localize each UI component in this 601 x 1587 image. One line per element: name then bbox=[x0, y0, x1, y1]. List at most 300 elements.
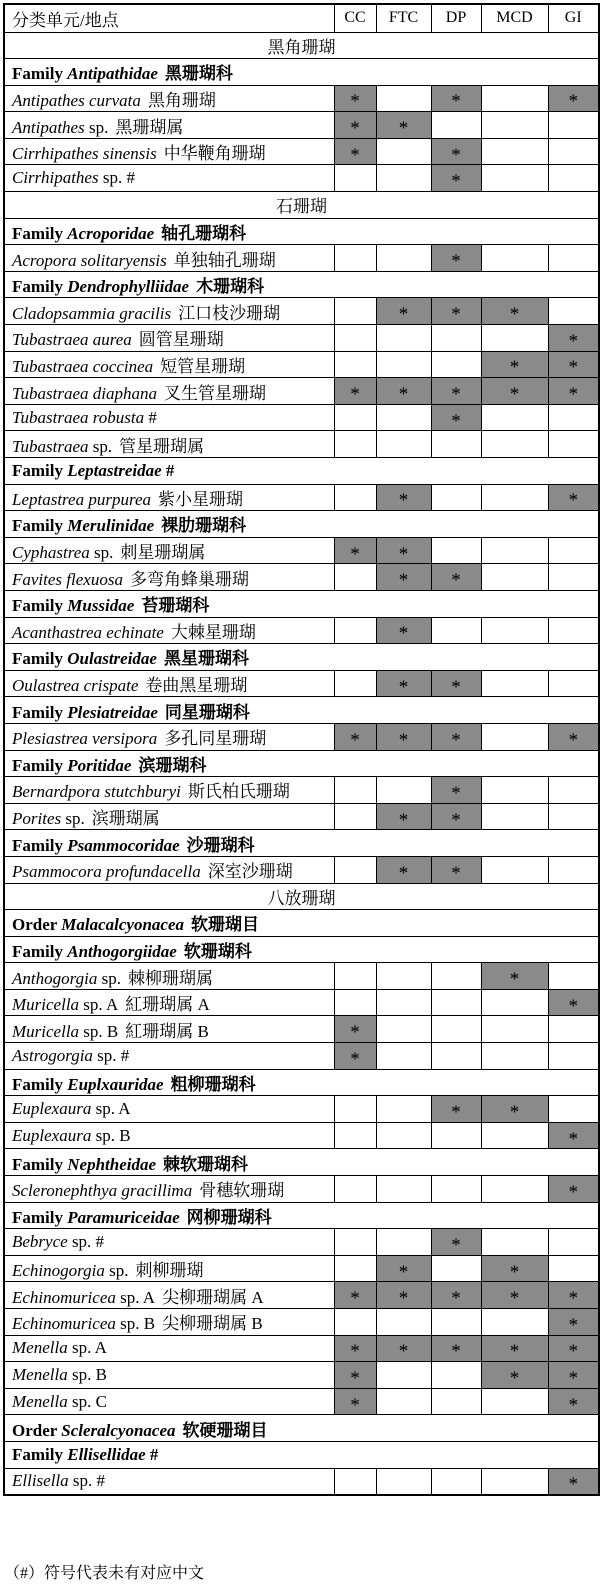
species-latin-name: Cladopsammia gracilis bbox=[12, 303, 172, 323]
occurrence-cell-ftc bbox=[376, 856, 431, 883]
occurrence-cell-cc bbox=[334, 351, 376, 378]
group-latin-name: Psammocoridae bbox=[67, 835, 180, 855]
species-plain-suffix: sp. A bbox=[120, 1287, 156, 1307]
occurrence-cell-cc bbox=[334, 1335, 376, 1362]
occurrence-cell-gi bbox=[548, 989, 599, 1016]
species-latin-name: Bebryce bbox=[12, 1232, 68, 1252]
species-name-cell bbox=[4, 1229, 334, 1256]
group-name-cell bbox=[4, 590, 599, 617]
presence-asterisk: * bbox=[398, 676, 409, 697]
occurrence-cell-dp bbox=[431, 431, 481, 458]
occurrence-cell-gi bbox=[548, 165, 599, 192]
species-name-cell bbox=[4, 1282, 334, 1309]
species-plain-suffix: sp. A bbox=[71, 1338, 107, 1358]
occurrence-cell-gi bbox=[548, 803, 599, 830]
occurrence-cell-ftc bbox=[376, 1468, 431, 1495]
occurrence-cell-mcd bbox=[481, 1362, 548, 1389]
group-name-cell bbox=[4, 1149, 599, 1176]
occurrence-cell-ftc bbox=[376, 1388, 431, 1415]
species-latin-name: Astrogorgia bbox=[12, 1045, 93, 1065]
occurrence-cell-mcd bbox=[481, 1016, 548, 1043]
occurrence-cell-cc bbox=[334, 1255, 376, 1282]
group-name-cell bbox=[4, 218, 599, 245]
occurrence-cell-cc bbox=[334, 1282, 376, 1309]
group-name-cell bbox=[4, 458, 599, 485]
species-plain-suffix: sp. A bbox=[95, 1099, 131, 1119]
species-name-cell bbox=[4, 325, 334, 352]
table-header-row bbox=[4, 4, 599, 32]
group-chinese-name: 木珊瑚科 bbox=[196, 277, 265, 297]
species-chinese-name: 单独轴孔珊瑚 bbox=[173, 250, 276, 270]
species-chinese-name: 大棘星珊瑚 bbox=[170, 622, 256, 642]
group-rank-label: Family bbox=[12, 1207, 63, 1227]
group-name-cell bbox=[4, 1069, 599, 1096]
species-latin-name: Cyphastrea bbox=[12, 543, 90, 563]
species-chinese-name: 黑珊瑚属 bbox=[115, 117, 184, 137]
occurrence-cell-dp bbox=[431, 1362, 481, 1389]
presence-asterisk: * bbox=[451, 729, 461, 751]
presence-asterisk: * bbox=[398, 118, 409, 139]
species-name-cell bbox=[4, 351, 334, 378]
species-latin-name: Leptastrea purpurea bbox=[12, 489, 151, 509]
occurrence-cell-dp bbox=[431, 1282, 481, 1309]
occurrence-cell-cc bbox=[334, 1176, 376, 1203]
species-row bbox=[4, 484, 599, 511]
species-row bbox=[4, 1362, 599, 1389]
occurrence-cell-dp bbox=[431, 138, 481, 165]
species-row bbox=[4, 723, 599, 750]
occurrence-cell-dp bbox=[431, 963, 481, 990]
species-latin-name: Antipathes curvata bbox=[12, 90, 141, 110]
occurrence-cell-dp bbox=[431, 1096, 481, 1123]
occurrence-cell-ftc bbox=[376, 670, 431, 697]
occurrence-cell-ftc bbox=[376, 1362, 431, 1389]
species-chinese-name: 紅珊瑚属 A bbox=[125, 995, 210, 1015]
occurrence-cell-gi bbox=[548, 325, 599, 352]
occurrence-cell-dp bbox=[431, 617, 481, 644]
species-chinese-name: 滨珊瑚属 bbox=[91, 809, 160, 829]
group-row bbox=[4, 910, 599, 937]
occurrence-cell-mcd bbox=[481, 431, 548, 458]
group-chinese-name: 轴孔珊瑚科 bbox=[161, 223, 247, 243]
occurrence-cell-cc bbox=[334, 564, 376, 591]
occurrence-cell-mcd bbox=[481, 1043, 548, 1070]
group-rank-label: Family bbox=[12, 835, 63, 855]
occurrence-cell-cc bbox=[334, 777, 376, 804]
group-plain-suffix: # bbox=[149, 1444, 159, 1464]
species-latin-name: Psammocora profundacella bbox=[12, 862, 201, 882]
group-row bbox=[4, 1441, 599, 1468]
occurrence-cell-dp bbox=[431, 1122, 481, 1149]
presence-asterisk: * bbox=[350, 1394, 360, 1415]
species-latin-name: Cirrhipathes bbox=[12, 168, 99, 188]
column-header-site-ftc: FTC bbox=[376, 4, 431, 32]
occurrence-cell-mcd bbox=[481, 245, 548, 272]
occurrence-cell-gi bbox=[548, 670, 599, 697]
presence-asterisk: * bbox=[398, 543, 409, 564]
presence-asterisk: * bbox=[398, 1288, 409, 1309]
occurrence-cell-gi bbox=[548, 1362, 599, 1389]
group-plain-suffix: # bbox=[165, 460, 175, 480]
species-name-cell bbox=[4, 564, 334, 591]
occurrence-cell-gi bbox=[548, 351, 599, 378]
species-chinese-name: 中华鞭角珊瑚 bbox=[163, 144, 266, 164]
group-rank-label: Family bbox=[12, 1154, 63, 1174]
occurrence-cell-ftc bbox=[376, 777, 431, 804]
occurrence-cell-cc bbox=[334, 484, 376, 511]
species-latin-name: Menella bbox=[12, 1338, 68, 1358]
presence-asterisk: * bbox=[350, 91, 360, 112]
group-rank-label: Family bbox=[12, 649, 63, 669]
group-chinese-name: 沙珊瑚科 bbox=[186, 835, 255, 855]
occurrence-cell-mcd bbox=[481, 963, 548, 990]
presence-asterisk: * bbox=[509, 1367, 520, 1389]
occurrence-cell-gi bbox=[548, 404, 599, 431]
group-latin-name: Nephtheidae bbox=[67, 1154, 157, 1174]
occurrence-cell-ftc bbox=[376, 1176, 431, 1203]
group-chinese-name: 网柳珊瑚科 bbox=[186, 1207, 272, 1227]
species-plain-suffix: sp. # bbox=[102, 168, 135, 188]
presence-asterisk: * bbox=[568, 1394, 578, 1415]
presence-asterisk: * bbox=[451, 171, 461, 192]
species-latin-name: Echinogorgia bbox=[12, 1261, 105, 1281]
species-name-cell bbox=[4, 537, 334, 564]
presence-asterisk: * bbox=[568, 357, 578, 378]
species-name-cell bbox=[4, 1176, 334, 1203]
presence-asterisk: * bbox=[568, 729, 578, 751]
presence-asterisk: * bbox=[350, 384, 360, 405]
species-latin-name: Bernardpora stutchburyi bbox=[12, 782, 181, 802]
group-rank-label: Family bbox=[12, 1074, 63, 1094]
occurrence-cell-cc bbox=[334, 1388, 376, 1415]
presence-asterisk: * bbox=[451, 676, 461, 697]
species-row bbox=[4, 989, 599, 1016]
column-header-site-gi: GI bbox=[548, 4, 599, 32]
species-latin-name: Euplexaura bbox=[12, 1099, 92, 1119]
group-rank-label: Family bbox=[12, 64, 63, 84]
species-name-cell bbox=[4, 670, 334, 697]
occurrence-cell-mcd bbox=[481, 989, 548, 1016]
species-name-cell bbox=[4, 138, 334, 165]
group-row bbox=[4, 458, 599, 485]
species-name-cell bbox=[4, 378, 334, 405]
group-row bbox=[4, 697, 599, 724]
occurrence-cell-mcd bbox=[481, 1229, 548, 1256]
occurrence-cell-ftc bbox=[376, 1016, 431, 1043]
occurrence-cell-gi bbox=[548, 1282, 599, 1309]
occurrence-cell-ftc bbox=[376, 404, 431, 431]
occurrence-cell-cc bbox=[334, 431, 376, 458]
occurrence-cell-dp bbox=[431, 1388, 481, 1415]
presence-asterisk: * bbox=[451, 1102, 461, 1123]
occurrence-cell-ftc bbox=[376, 1335, 431, 1362]
occurrence-cell-dp bbox=[431, 856, 481, 883]
presence-asterisk: * bbox=[568, 1128, 578, 1149]
group-rank-label: Family bbox=[12, 941, 63, 961]
species-row bbox=[4, 1468, 599, 1495]
presence-asterisk: * bbox=[451, 384, 461, 405]
species-latin-name: Plesiastrea versipora bbox=[12, 729, 158, 749]
occurrence-cell-ftc bbox=[376, 963, 431, 990]
group-row bbox=[4, 590, 599, 617]
presence-asterisk: * bbox=[451, 809, 461, 830]
species-latin-name: Acanthastrea echinate bbox=[12, 622, 164, 642]
group-latin-name: Leptastreidae bbox=[67, 460, 162, 480]
occurrence-cell-dp bbox=[431, 670, 481, 697]
occurrence-cell-dp bbox=[431, 723, 481, 750]
occurrence-cell-cc bbox=[334, 85, 376, 112]
occurrence-cell-cc bbox=[334, 325, 376, 352]
group-name-cell bbox=[4, 1415, 599, 1442]
presence-asterisk: * bbox=[568, 1474, 578, 1495]
group-row bbox=[4, 936, 599, 963]
presence-asterisk: * bbox=[398, 304, 409, 325]
species-name-cell bbox=[4, 1096, 334, 1123]
group-latin-name: Oulastreidae bbox=[67, 649, 157, 669]
occurrence-cell-mcd bbox=[481, 723, 548, 750]
occurrence-cell-cc bbox=[334, 1229, 376, 1256]
occurrence-cell-cc bbox=[334, 165, 376, 192]
presence-asterisk: * bbox=[350, 1341, 360, 1362]
species-latin-name: Porites bbox=[12, 809, 62, 829]
presence-asterisk: * bbox=[398, 1341, 409, 1362]
presence-asterisk: * bbox=[350, 1367, 360, 1389]
column-header-site-dp: DP bbox=[431, 4, 481, 32]
group-rank-label: Order bbox=[12, 915, 58, 935]
occurrence-cell-cc bbox=[334, 245, 376, 272]
occurrence-cell-gi bbox=[548, 1335, 599, 1362]
occurrence-cell-ftc bbox=[376, 1122, 431, 1149]
species-latin-name: Anthogorgia bbox=[12, 968, 98, 988]
species-latin-name: Cirrhipathes sinensis bbox=[12, 144, 157, 164]
presence-asterisk: * bbox=[350, 1048, 360, 1070]
group-row bbox=[4, 1069, 599, 1096]
species-latin-name: Acropora solitaryensis bbox=[12, 250, 167, 270]
presence-asterisk: * bbox=[568, 1314, 578, 1336]
species-plain-suffix: sp. bbox=[94, 543, 114, 563]
occurrence-cell-cc bbox=[334, 670, 376, 697]
presence-asterisk: * bbox=[568, 995, 578, 1016]
species-plain-suffix: sp. B bbox=[95, 1125, 131, 1145]
occurrence-cell-dp bbox=[431, 165, 481, 192]
occurrence-cell-dp bbox=[431, 1468, 481, 1495]
species-latin-name: Echinomuricea bbox=[12, 1287, 116, 1307]
presence-asterisk: * bbox=[451, 782, 461, 804]
species-latin-name: Ellisella bbox=[12, 1471, 69, 1491]
occurrence-cell-ftc bbox=[376, 325, 431, 352]
species-row bbox=[4, 378, 599, 405]
group-rank-label: Family bbox=[12, 460, 63, 480]
occurrence-cell-mcd bbox=[481, 537, 548, 564]
group-chinese-name: 苔珊瑚科 bbox=[141, 596, 210, 616]
coral-table-body bbox=[4, 32, 599, 1495]
presence-asterisk: * bbox=[568, 1288, 578, 1309]
species-latin-name: Echinomuricea bbox=[12, 1314, 116, 1334]
occurrence-cell-gi bbox=[548, 245, 599, 272]
species-row bbox=[4, 963, 599, 990]
species-latin-name: Tubastraea diaphana bbox=[12, 383, 157, 403]
group-chinese-name: 裸肋珊瑚科 bbox=[161, 516, 247, 536]
group-row bbox=[4, 59, 599, 86]
occurrence-cell-mcd bbox=[481, 404, 548, 431]
occurrence-cell-ftc bbox=[376, 723, 431, 750]
group-latin-name: Poritidae bbox=[67, 755, 132, 775]
species-plain-suffix: sp. B bbox=[71, 1364, 107, 1384]
species-latin-name: Euplexaura bbox=[12, 1125, 92, 1145]
occurrence-cell-mcd bbox=[481, 1255, 548, 1282]
species-name-cell bbox=[4, 1309, 334, 1336]
group-latin-name: Anthogorgiidae bbox=[67, 941, 177, 961]
species-row bbox=[4, 1122, 599, 1149]
species-row bbox=[4, 1096, 599, 1123]
footnote: （#）符号代表未有对应中文 bbox=[4, 1565, 205, 1582]
group-rank-label: Family bbox=[12, 702, 63, 722]
species-row bbox=[4, 564, 599, 591]
occurrence-cell-mcd bbox=[481, 165, 548, 192]
species-plain-suffix: sp. C bbox=[71, 1391, 107, 1411]
species-row bbox=[4, 1176, 599, 1203]
species-plain-suffix: # bbox=[148, 407, 157, 427]
species-plain-suffix: sp. bbox=[101, 968, 121, 988]
species-plain-suffix: sp. bbox=[92, 436, 113, 456]
species-name-cell bbox=[4, 1468, 334, 1495]
occurrence-cell-cc bbox=[334, 1016, 376, 1043]
species-row bbox=[4, 537, 599, 564]
occurrence-cell-cc bbox=[334, 378, 376, 405]
group-rank-label: Family bbox=[12, 596, 63, 616]
occurrence-cell-gi bbox=[548, 138, 599, 165]
species-row bbox=[4, 1255, 599, 1282]
species-name-cell bbox=[4, 723, 334, 750]
occurrence-cell-ftc bbox=[376, 1309, 431, 1336]
group-chinese-name: 黑星珊瑚科 bbox=[163, 649, 249, 669]
group-name-cell bbox=[4, 1441, 599, 1468]
group-rank-label: Family bbox=[12, 277, 63, 297]
occurrence-cell-ftc bbox=[376, 617, 431, 644]
group-latin-name: Malacalcyonacea bbox=[61, 915, 185, 935]
species-row bbox=[4, 670, 599, 697]
presence-asterisk: * bbox=[568, 384, 578, 405]
group-name-cell bbox=[4, 697, 599, 724]
species-name-cell bbox=[4, 1362, 334, 1389]
presence-asterisk: * bbox=[451, 91, 461, 112]
group-name-cell bbox=[4, 644, 599, 671]
occurrence-cell-gi bbox=[548, 723, 599, 750]
presence-asterisk: * bbox=[398, 862, 409, 883]
presence-asterisk: * bbox=[451, 1341, 461, 1362]
species-chinese-name: 斯氏柏氏珊瑚 bbox=[187, 782, 290, 802]
occurrence-cell-gi bbox=[548, 431, 599, 458]
species-latin-name: Menella bbox=[12, 1391, 68, 1411]
occurrence-cell-mcd bbox=[481, 1309, 548, 1336]
species-chinese-name: 尖柳珊瑚属 B bbox=[162, 1314, 263, 1334]
species-name-cell bbox=[4, 298, 334, 325]
occurrence-cell-ftc bbox=[376, 1255, 431, 1282]
occurrence-cell-dp bbox=[431, 1255, 481, 1282]
group-row bbox=[4, 1202, 599, 1229]
group-chinese-name: 黑珊瑚科 bbox=[164, 64, 233, 84]
group-rank-label: Family bbox=[12, 516, 63, 536]
occurrence-cell-dp bbox=[431, 1335, 481, 1362]
occurrence-cell-dp bbox=[431, 325, 481, 352]
group-chinese-name: 粗柳珊瑚科 bbox=[170, 1074, 256, 1094]
presence-asterisk: * bbox=[509, 1261, 520, 1282]
occurrence-cell-cc bbox=[334, 803, 376, 830]
presence-asterisk: * bbox=[451, 251, 461, 272]
species-row bbox=[4, 1335, 599, 1362]
occurrence-cell-gi bbox=[548, 1388, 599, 1415]
species-plain-suffix: sp. B bbox=[83, 1021, 119, 1041]
section-row bbox=[4, 32, 599, 59]
species-row bbox=[4, 1016, 599, 1043]
occurrence-cell-dp bbox=[431, 484, 481, 511]
presence-asterisk: * bbox=[451, 304, 461, 325]
occurrence-cell-mcd bbox=[481, 1282, 548, 1309]
group-row bbox=[4, 218, 599, 245]
group-chinese-name: 软珊瑚目 bbox=[191, 915, 260, 935]
group-row bbox=[4, 830, 599, 857]
occurrence-cell-mcd bbox=[481, 298, 548, 325]
occurrence-cell-dp bbox=[431, 245, 481, 272]
species-chinese-name: 紫小星珊瑚 bbox=[158, 489, 243, 509]
presence-asterisk: * bbox=[350, 729, 360, 751]
group-name-cell bbox=[4, 59, 599, 86]
presence-asterisk: * bbox=[509, 1102, 520, 1123]
species-latin-name: Antipathes bbox=[12, 117, 85, 137]
group-latin-name: Antipathidae bbox=[67, 64, 158, 84]
group-rank-label: Family bbox=[12, 1444, 63, 1464]
species-plain-suffix: sp. # bbox=[71, 1232, 105, 1252]
occurrence-cell-cc bbox=[334, 1362, 376, 1389]
occurrence-cell-gi bbox=[548, 85, 599, 112]
group-chinese-name: 软珊瑚科 bbox=[183, 941, 252, 961]
group-latin-name: Scleralcyonacea bbox=[61, 1420, 176, 1440]
species-name-cell bbox=[4, 777, 334, 804]
species-plain-suffix: sp. # bbox=[97, 1045, 130, 1065]
species-plain-suffix: sp. bbox=[88, 117, 109, 137]
occurrence-cell-ftc bbox=[376, 298, 431, 325]
presence-asterisk: * bbox=[509, 1341, 520, 1362]
occurrence-cell-ftc bbox=[376, 165, 431, 192]
species-latin-name: Tubastraea robusta bbox=[12, 407, 145, 427]
group-chinese-name: 软硬珊瑚目 bbox=[182, 1420, 268, 1440]
species-row bbox=[4, 1309, 599, 1336]
occurrence-cell-ftc bbox=[376, 1043, 431, 1070]
occurrence-cell-dp bbox=[431, 1016, 481, 1043]
species-row bbox=[4, 617, 599, 644]
occurrence-cell-ftc bbox=[376, 431, 431, 458]
occurrence-cell-dp bbox=[431, 777, 481, 804]
presence-asterisk: * bbox=[398, 623, 409, 644]
species-name-cell bbox=[4, 1016, 334, 1043]
occurrence-cell-mcd bbox=[481, 351, 548, 378]
section-row bbox=[4, 883, 599, 910]
presence-asterisk: * bbox=[568, 91, 578, 112]
species-chinese-name: 棘柳珊瑚属 bbox=[127, 968, 213, 988]
species-row bbox=[4, 245, 599, 272]
group-latin-name: Euplxauridae bbox=[67, 1074, 164, 1094]
species-row bbox=[4, 1229, 599, 1256]
species-row bbox=[4, 138, 599, 165]
occurrence-cell-ftc bbox=[376, 112, 431, 139]
occurrence-cell-mcd bbox=[481, 670, 548, 697]
occurrence-cell-mcd bbox=[481, 325, 548, 352]
occurrence-cell-gi bbox=[548, 1122, 599, 1149]
group-row bbox=[4, 750, 599, 777]
occurrence-cell-ftc bbox=[376, 1229, 431, 1256]
occurrence-cell-cc bbox=[334, 963, 376, 990]
species-name-cell bbox=[4, 484, 334, 511]
